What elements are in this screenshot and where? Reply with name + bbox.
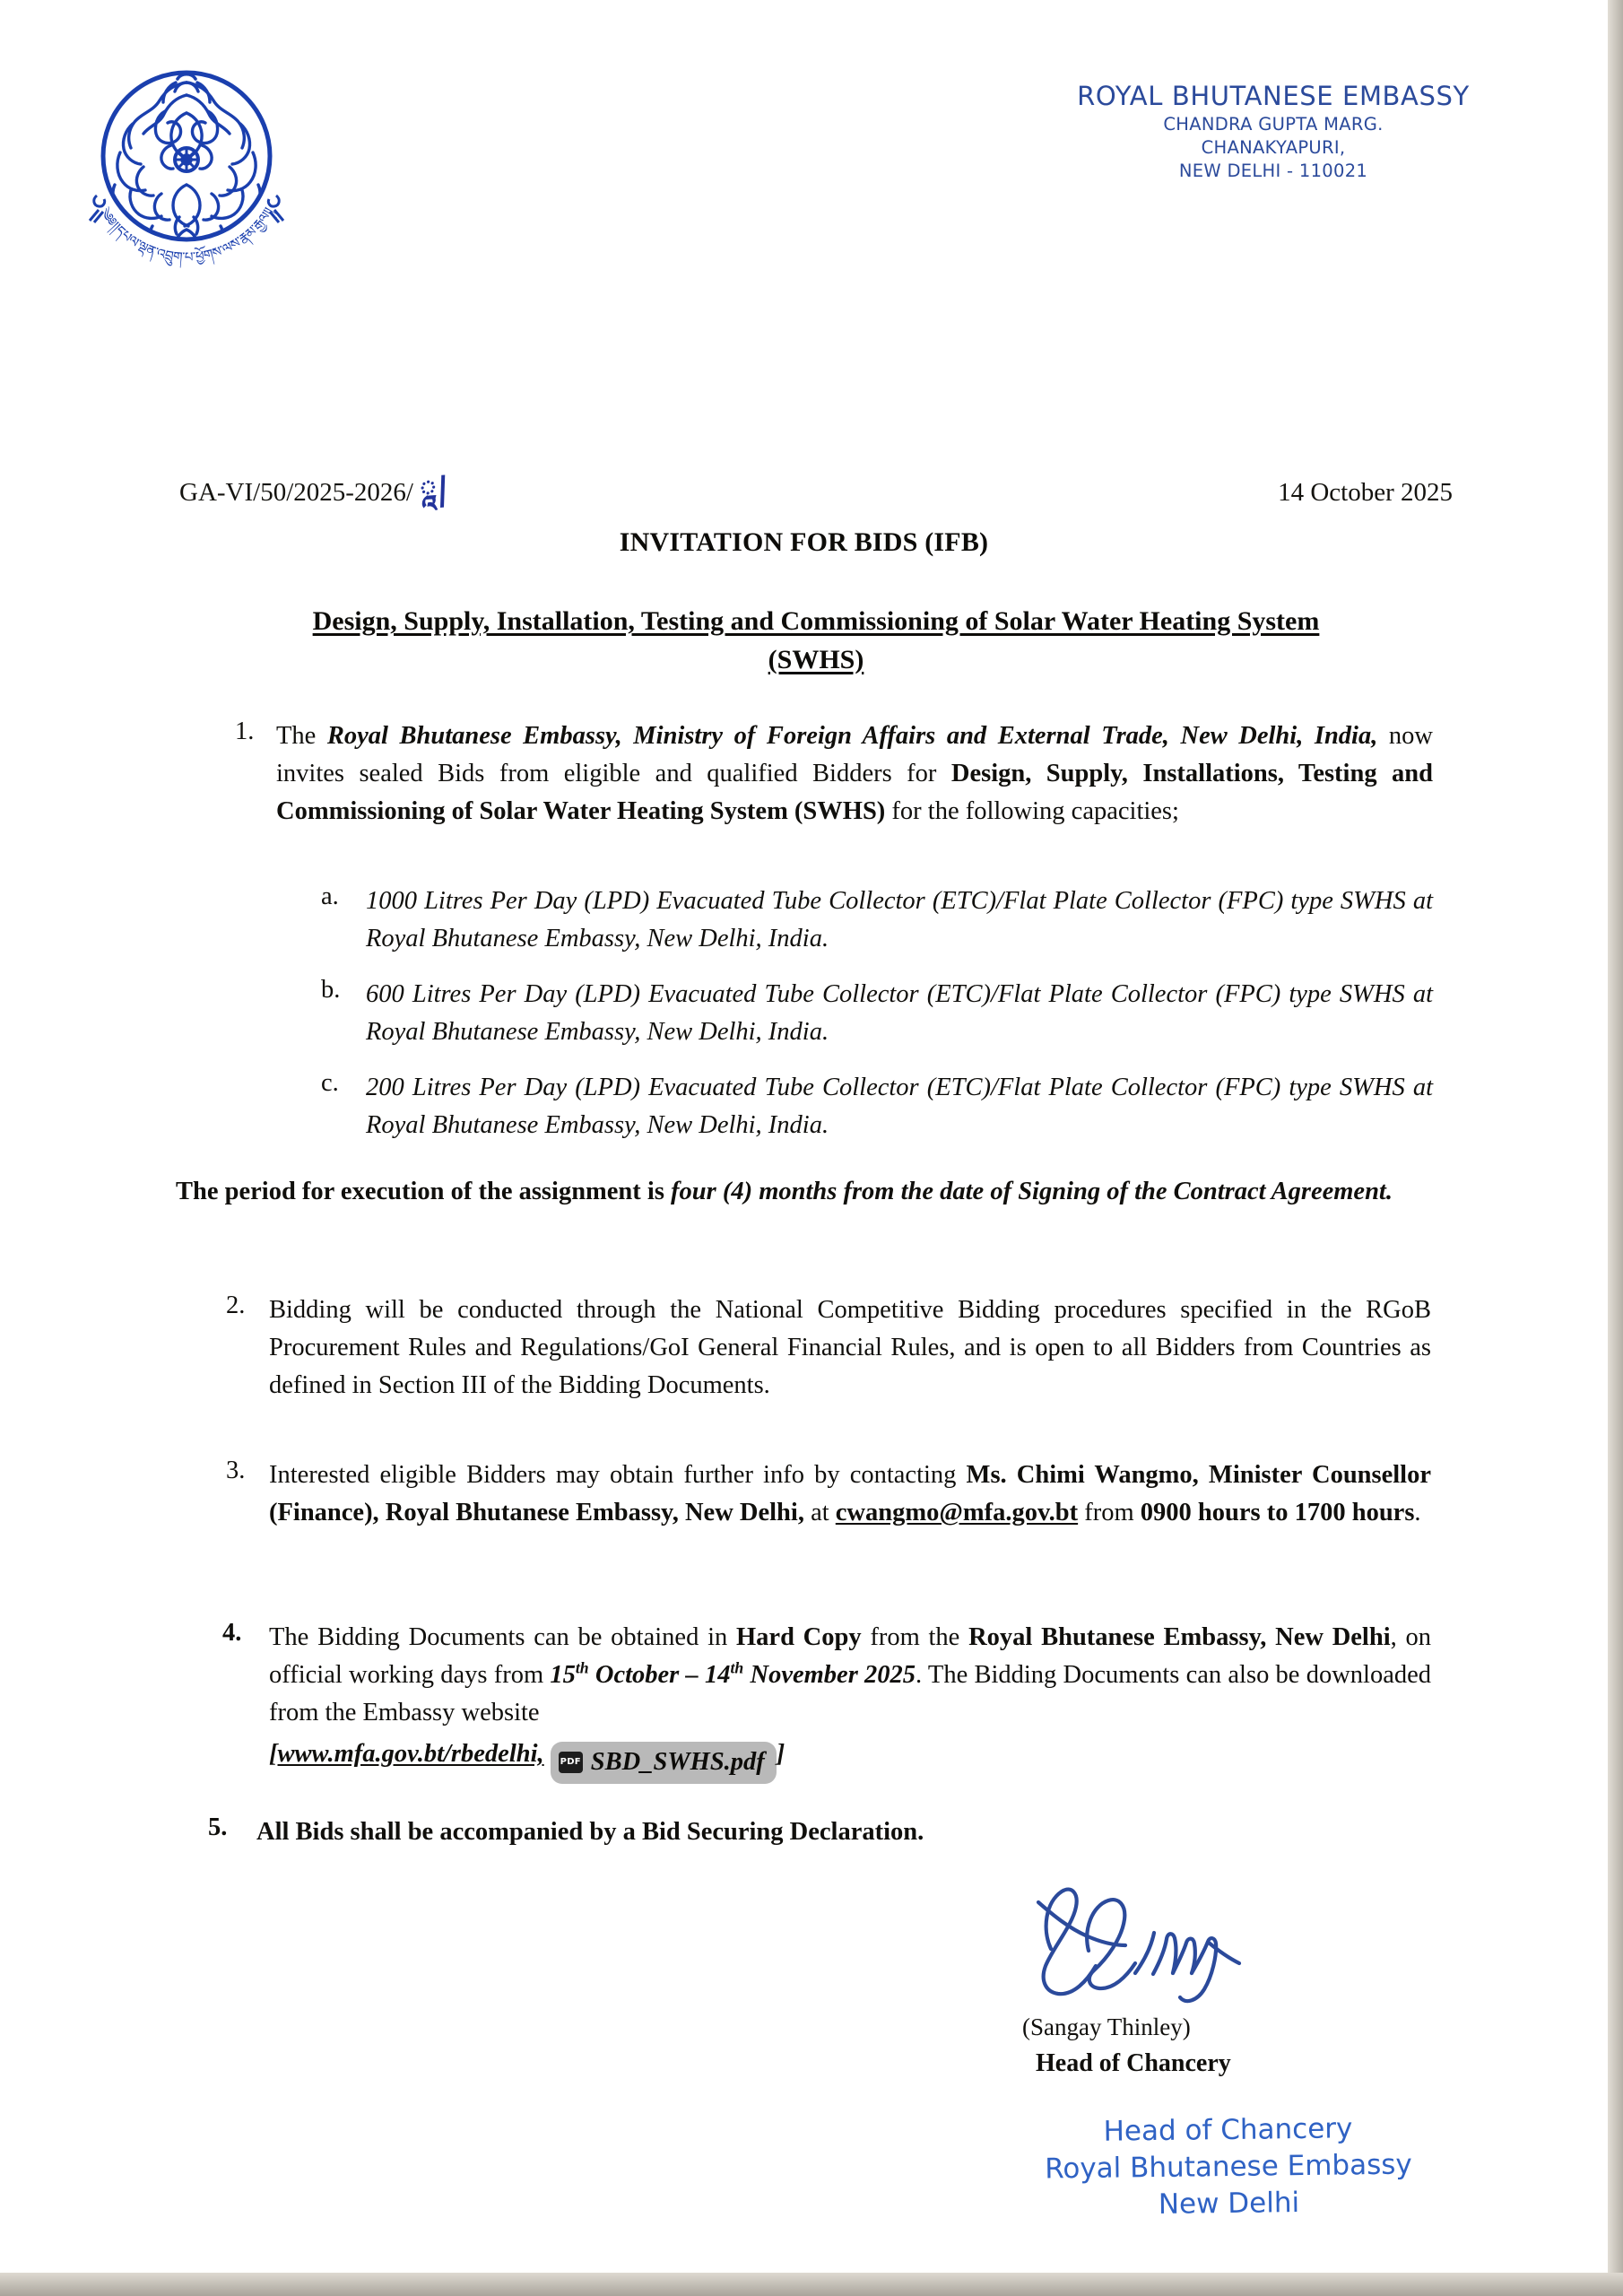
clause-5-marker: 5. [208,1813,228,1841]
clause-4-part1: The Bidding Documents can be obtained in [269,1623,736,1651]
clause-1c-marker: c. [321,1069,339,1097]
page-title: INVITATION FOR BIDS (IFB) [619,527,989,557]
date-to-number: 14 [705,1660,731,1689]
clause-3-hours: 0900 hours to 1700 hours [1140,1498,1415,1526]
clause-3-contact: Ms. Chimi Wangmo, Minister Counsellor (Finance), Royal Bhutanese Embassy, New Delhi, [269,1461,1431,1526]
clause-1b-text: 600 Litres Per Day (LPD) Evacuated Tube Collector (ETC)/Flat Plate Collector (FPC) type SWHS at Royal Bhutanese Embassy, New Delhi, India. [366,980,1433,1046]
date-from-month: October – [588,1660,706,1689]
clause-1-scope: Design, Supply, Installations, Testing and Commissioning of Solar Water Heating System (SWHS) [276,759,1433,825]
clause-3-part3: from [1078,1498,1141,1526]
pdf-file-icon: PDF [559,1752,583,1773]
clause-4-marker: 4. [222,1619,242,1647]
clause-5-text: All Bids shall be accompanied by a Bid Securing Declaration. [256,1818,924,1846]
office-rubber-stamp [963,2109,1493,2226]
clause-3-part4: . [1414,1498,1421,1526]
clause-3-text [269,1457,1431,1532]
pdf-attachment-name: SBD_SWHS.pdf [590,1748,765,1777]
embassy-street: CHANDRA GUPTA MARG. [1163,114,1384,135]
date-to-month: November 2025 [743,1660,916,1689]
stamp-line-3: New Delhi [1158,2187,1300,2222]
clause-1-part1: The [276,722,327,750]
clause-4-embassy: Royal Bhutanese Embassy, New Delhi [968,1623,1391,1651]
clause-1-marker: 1. [235,718,255,745]
signatory-name: (Sangay Thinley) [1022,2013,1191,2040]
clause-1a-marker: a. [321,883,339,910]
date-to-ordinal: th [730,1658,744,1677]
clause-1-part2: now invites sealed Bids from eligible and qualified Bidders for [276,722,1433,787]
clause-1a-text: 1000 Litres Per Day (LPD) Evacuated Tube Collector (ETC)/Flat Plate Collector (FPC) type SWHS at Royal Bhutanese Embassy, New Delhi, India. [366,887,1433,952]
clause-3-marker: 3. [226,1457,246,1484]
stamp-line-2: Royal Bhutanese Embassy [1045,2148,1412,2186]
clause-2-text: Bidding will be conducted through the National Competitive Bidding procedures specified in the RGoB Procurement Rules and Regulations/GoI General Financial Rules, and is open to all Bidders from Countries as defined in Section III of the Bidding Documents. [269,1296,1431,1399]
subject-title-line1: Design, Supply, Installation, Testing and Commissioning of Solar Water Heating System [312,606,1320,636]
bracket-close: ] [776,1740,785,1768]
subject-title-line2: (SWHS) [768,644,864,674]
svg-text:༄༅།།དཔལ་ལྡན་འབྲུག་པ་ཕྱོགས་ལས་ར: ༄༅།།དཔལ་ལྡན་འབྲུག་པ་ཕྱོགས་ལས་རྣམ་རྒྱལ།། [96,204,277,265]
clause-3-part1: Interested eligible Bidders may obtain further info by contacting [269,1461,967,1489]
stamp-line-1: Head of Chancery [1103,2112,1353,2148]
execution-period-statement [176,1173,1431,1211]
execution-period-emphasis: four (4) months from the date of Signing of the Contract Agreement. [671,1178,1393,1205]
embassy-website-link[interactable]: www.mfa.gov.bt/rbedelhi, [277,1740,544,1768]
reference-number: GA-VI/50/2025-2026/ [179,478,413,507]
clause-4-part2: from the [861,1623,969,1651]
embassy-area: CHANAKYAPURI, [1201,137,1346,158]
contact-email-link[interactable]: cwangmo@mfa.gov.bt [835,1498,1079,1526]
download-link-line [269,1735,1431,1784]
clause-4-date-from [550,1658,916,1689]
clause-1c-text: 200 Litres Per Day (LPD) Evacuated Tube Collector (ETC)/Flat Plate Collector (FPC) type SWHS at Royal Bhutanese Embassy, New Delhi, India. [366,1074,1433,1139]
scan-edge-bottom [0,2273,1623,2296]
pdf-attachment-chip[interactable] [551,1742,777,1784]
clause-4-hard-copy: Hard Copy [736,1623,862,1651]
scan-edge-right [1608,0,1623,2296]
clause-1b-marker: b. [321,976,341,1004]
clause-1-text [276,718,1433,831]
clause-2-marker: 2. [226,1292,246,1319]
clause-4-text [269,1619,1431,1732]
execution-period-lead: The period for execution of the assignment is [176,1178,664,1205]
clause-4-part3: , on official working days from [269,1623,1432,1689]
date-from-number: 15 [550,1660,576,1689]
signatory-designation: Head of Chancery [1036,2049,1231,2077]
letterhead-address-block [1004,79,1542,182]
bracket-open: [ [269,1740,278,1768]
embassy-city: NEW DELHI - 110021 [1178,160,1368,181]
handwritten-reference-mark: ཱ| [418,470,449,510]
clause-4-part4: . The Bidding Documents can also be downloaded from the Embassy website [269,1660,1432,1726]
clause-1-entity: Royal Bhutanese Embassy, Ministry of Foreign Affairs and External Trade, New Delhi, India, [326,722,1378,750]
clause-3-part2: at [803,1498,836,1526]
bhutan-national-emblem-icon [79,59,294,283]
subject-title [206,603,1426,679]
letter-date: 14 October 2025 [1278,478,1453,507]
date-from-ordinal: th [575,1658,589,1677]
clause-1-part3: for the following capacities; [885,796,1179,825]
embassy-name: ROYAL BHUTANESE EMBASSY [1077,81,1470,111]
